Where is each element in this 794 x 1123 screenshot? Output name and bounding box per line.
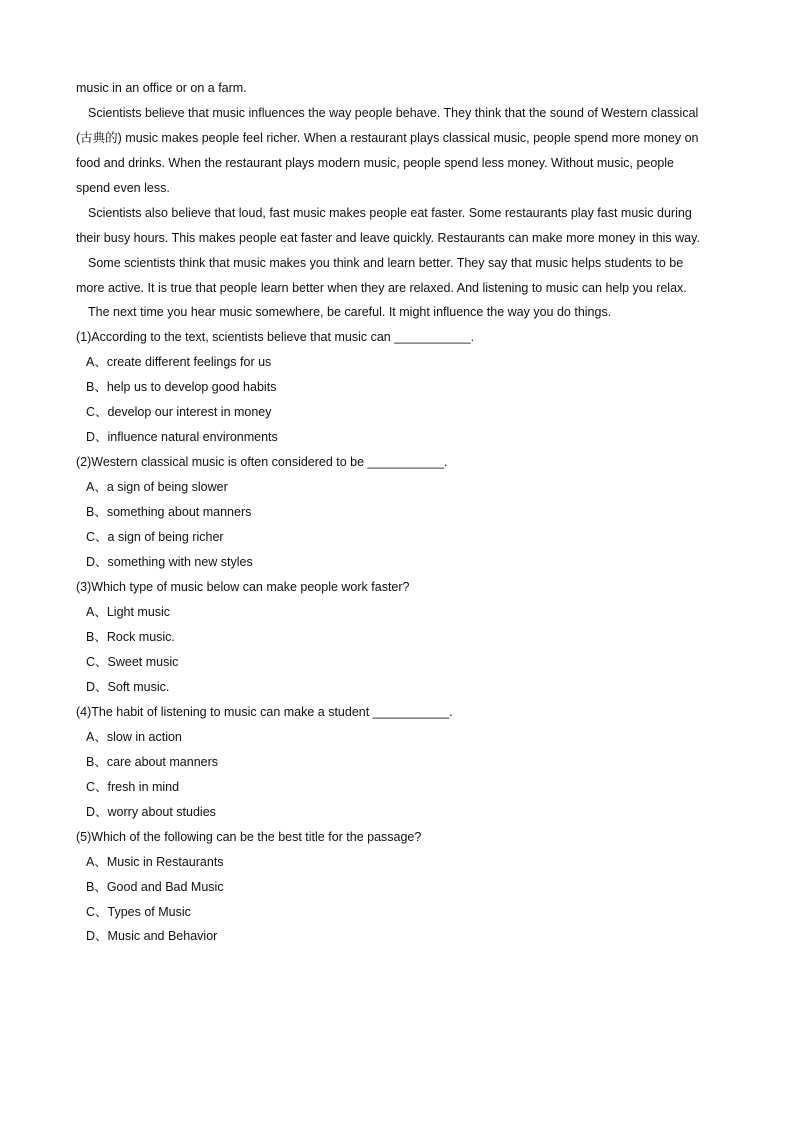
passage-line: Some scientists think that music makes you think and learn better. They say that music helps students to be (88, 256, 684, 270)
answer-option[interactable]: D、something with new styles (86, 555, 253, 569)
passage-line: their busy hours. This makes people eat faster and leave quickly. Restaurants can make more money in this way. (76, 231, 700, 245)
question-stem: (3)Which type of music below can make people work faster? (76, 580, 410, 594)
answer-option[interactable]: B、Rock music. (86, 630, 175, 644)
passage-line: more active. It is true that people learn better when they are relaxed. And listening to music can help you relax. (76, 281, 687, 295)
answer-option[interactable]: A、Music in Restaurants (86, 855, 224, 869)
answer-option[interactable]: C、Types of Music (86, 905, 191, 919)
question-stem: (5)Which of the following can be the best title for the passage? (76, 830, 422, 844)
answer-option[interactable]: C、Sweet music (86, 655, 179, 669)
answer-option[interactable]: A、create different feelings for us (86, 355, 272, 369)
question-stem: (2)Western classical music is often considered to be ___________. (76, 455, 448, 469)
passage-line: food and drinks. When the restaurant plays modern music, people spend less money. Without music, people (76, 156, 674, 170)
answer-option[interactable]: C、a sign of being richer (86, 530, 224, 544)
question-stem: (1)According to the text, scientists believe that music can ___________. (76, 330, 475, 344)
passage-line: The next time you hear music somewhere, be careful. It might influence the way you do things. (88, 305, 612, 319)
answer-option[interactable]: C、develop our interest in money (86, 405, 272, 419)
answer-option[interactable]: B、Good and Bad Music (86, 880, 224, 894)
passage-line: Scientists also believe that loud, fast music makes people eat faster. Some restaurants play fast music during (88, 206, 692, 220)
answer-option[interactable]: C、fresh in mind (86, 780, 180, 794)
passage-line: (古典的) music makes people feel richer. When a restaurant plays classical music, people spend more money on (76, 131, 699, 145)
answer-option[interactable]: B、care about manners (86, 755, 219, 769)
answer-option[interactable]: B、something about manners (86, 505, 252, 519)
passage-line: music in an office or on a farm. (76, 81, 247, 95)
passage-line: spend even less. (76, 181, 170, 195)
answer-option[interactable]: D、worry about studies (86, 805, 216, 819)
answer-option[interactable]: D、Music and Behavior (86, 929, 218, 943)
answer-option[interactable]: A、Light music (86, 605, 171, 619)
question-stem: (4)The habit of listening to music can make a student ___________. (76, 705, 453, 719)
answer-option[interactable]: A、slow in action (86, 730, 182, 744)
answer-option[interactable]: B、help us to develop good habits (86, 380, 277, 394)
answer-option[interactable]: D、Soft music. (86, 680, 170, 694)
passage-line: Scientists believe that music influences the way people behave. They think that the sound of Western classical (88, 106, 699, 120)
answer-option[interactable]: D、influence natural environments (86, 430, 278, 444)
answer-option[interactable]: A、a sign of being slower (86, 480, 228, 494)
